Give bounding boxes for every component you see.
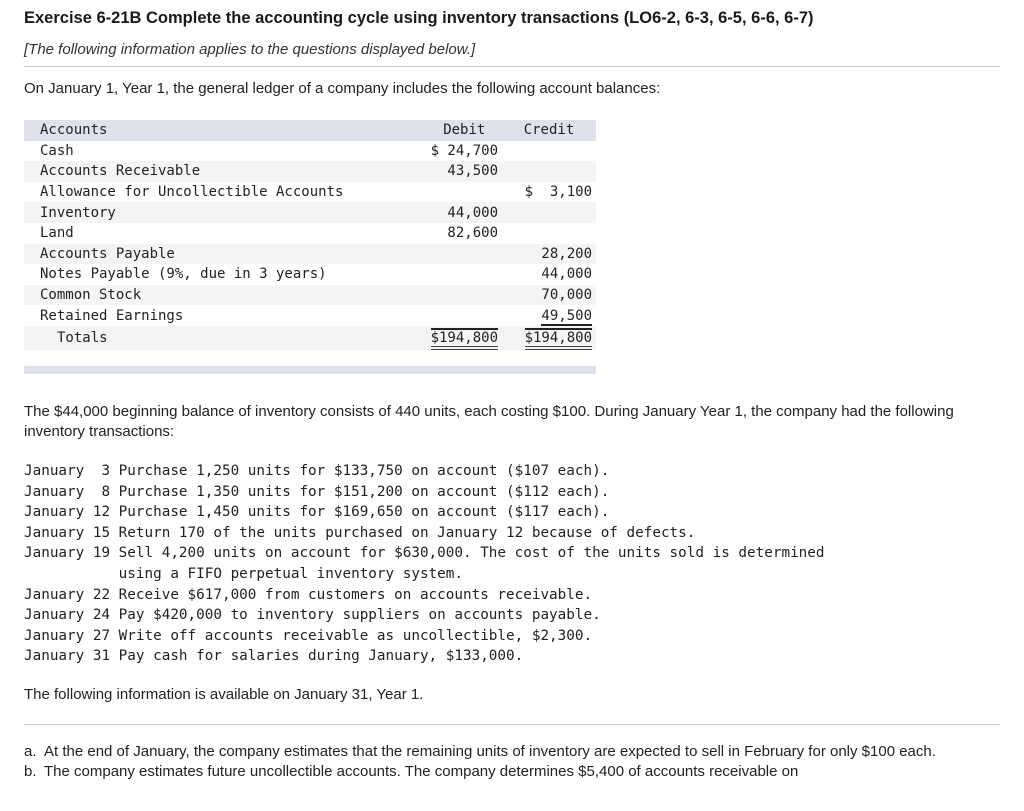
table-row — [24, 202, 596, 223]
debit-value — [427, 264, 502, 285]
list-item — [24, 742, 974, 762]
transaction-item: January 31 Pay cash for salaries during January, $133,000. — [24, 648, 524, 665]
debit-total: $194,800 — [427, 326, 502, 350]
transaction-item: January 12 Purchase 1,450 units for $169,650 on account ($117 each). — [24, 504, 610, 521]
table-row — [24, 141, 596, 162]
item-marker: a. — [24, 743, 37, 760]
credit-value: 28,200 — [502, 244, 596, 265]
transaction-item: January 24 Pay $420,000 to inventory suppliers on accounts payable. — [24, 607, 601, 624]
header-debit: Debit — [427, 120, 502, 141]
exercise-title: Exercise 6-21B Complete the accounting cycle using inventory transactions (LO6-2, 6-3, 6-5, 6-6, 6-7) — [24, 9, 814, 27]
credit-value: 49,500 — [541, 307, 592, 324]
inventory-paragraph: The $44,000 beginning balance of inventory consists of 440 units, each costing $100. During January Year 1, the company had the following inventory transactions: — [24, 403, 954, 440]
divider — [24, 724, 1000, 725]
debit-value — [427, 182, 502, 203]
debit-value: $ 24,700 — [430, 142, 498, 159]
transactions-list — [24, 461, 825, 667]
table-footer-bar — [24, 366, 596, 374]
transaction-item: January 15 Return 170 of the units purchased on January 12 because of defects. — [24, 524, 696, 541]
table-row — [24, 182, 596, 203]
debit-value — [427, 285, 502, 306]
header-accounts: Accounts — [24, 120, 427, 141]
table-row — [24, 264, 596, 285]
transaction-item: January 3 Purchase 1,250 units for $133,750 on account ($107 each). — [24, 463, 610, 479]
header-credit: Credit — [502, 120, 596, 141]
debit-value: 82,600 — [447, 225, 498, 242]
table-row — [24, 244, 596, 265]
available-text: The following information is available on January 31, Year 1. — [24, 686, 424, 703]
adjustments-list — [24, 742, 974, 782]
divider — [24, 66, 1000, 67]
table-header — [24, 120, 596, 141]
account-name: Accounts Receivable — [24, 161, 427, 182]
totals-row — [24, 326, 596, 350]
debit-value — [427, 244, 502, 265]
table-row — [24, 305, 596, 326]
transaction-item: January 8 Purchase 1,350 units for $151,200 on account ($112 each). — [24, 483, 610, 500]
credit-value — [502, 141, 596, 162]
credit-value — [502, 161, 596, 182]
table-row — [24, 161, 596, 182]
account-name: Cash — [40, 142, 74, 159]
credit-value: $ 3,100 — [524, 184, 592, 201]
transaction-item: January 27 Write off accounts receivable as uncollectible, $2,300. — [24, 627, 593, 644]
debit-value: 43,500 — [427, 161, 502, 182]
account-name: Retained Earnings — [40, 307, 184, 324]
table-row — [24, 285, 596, 306]
totals-label: Totals — [24, 326, 427, 350]
account-balances-table — [24, 120, 596, 350]
intro-text: On January 1, Year 1, the general ledger of a company includes the following account balances: — [24, 80, 661, 97]
transaction-item: January 19 Sell 4,200 units on account for $630,000. The cost of the units sold is determined using a FIFO perpetual inventory system. — [24, 545, 825, 582]
credit-value: 44,000 — [541, 266, 592, 283]
account-name: Land — [40, 225, 74, 242]
table-row — [24, 223, 596, 244]
credit-value — [502, 223, 596, 244]
account-name: Allowance for Uncollectible Accounts — [40, 184, 344, 201]
item-text: The company estimates future uncollectible accounts. The company determines $5,400 of accounts receivable on — [44, 763, 799, 780]
debit-value: 44,000 — [427, 202, 502, 223]
account-name: Common Stock — [24, 285, 427, 306]
account-name: Accounts Payable — [24, 244, 427, 265]
transaction-item: January 22 Receive $617,000 from customers on accounts receivable. — [24, 586, 593, 603]
item-text: At the end of January, the company estimates that the remaining units of inventory are expected to sell in February for only $100 each. — [44, 743, 936, 760]
list-item — [24, 762, 974, 782]
account-name: Notes Payable (9%, due in 3 years) — [40, 266, 327, 283]
account-name: Inventory — [24, 202, 427, 223]
debit-value — [427, 305, 502, 326]
credit-value: 70,000 — [502, 285, 596, 306]
info-note: [The following information applies to the questions displayed below.] — [24, 41, 476, 58]
item-marker: b. — [24, 763, 37, 780]
credit-value — [502, 202, 596, 223]
credit-total: $194,800 — [502, 326, 596, 350]
